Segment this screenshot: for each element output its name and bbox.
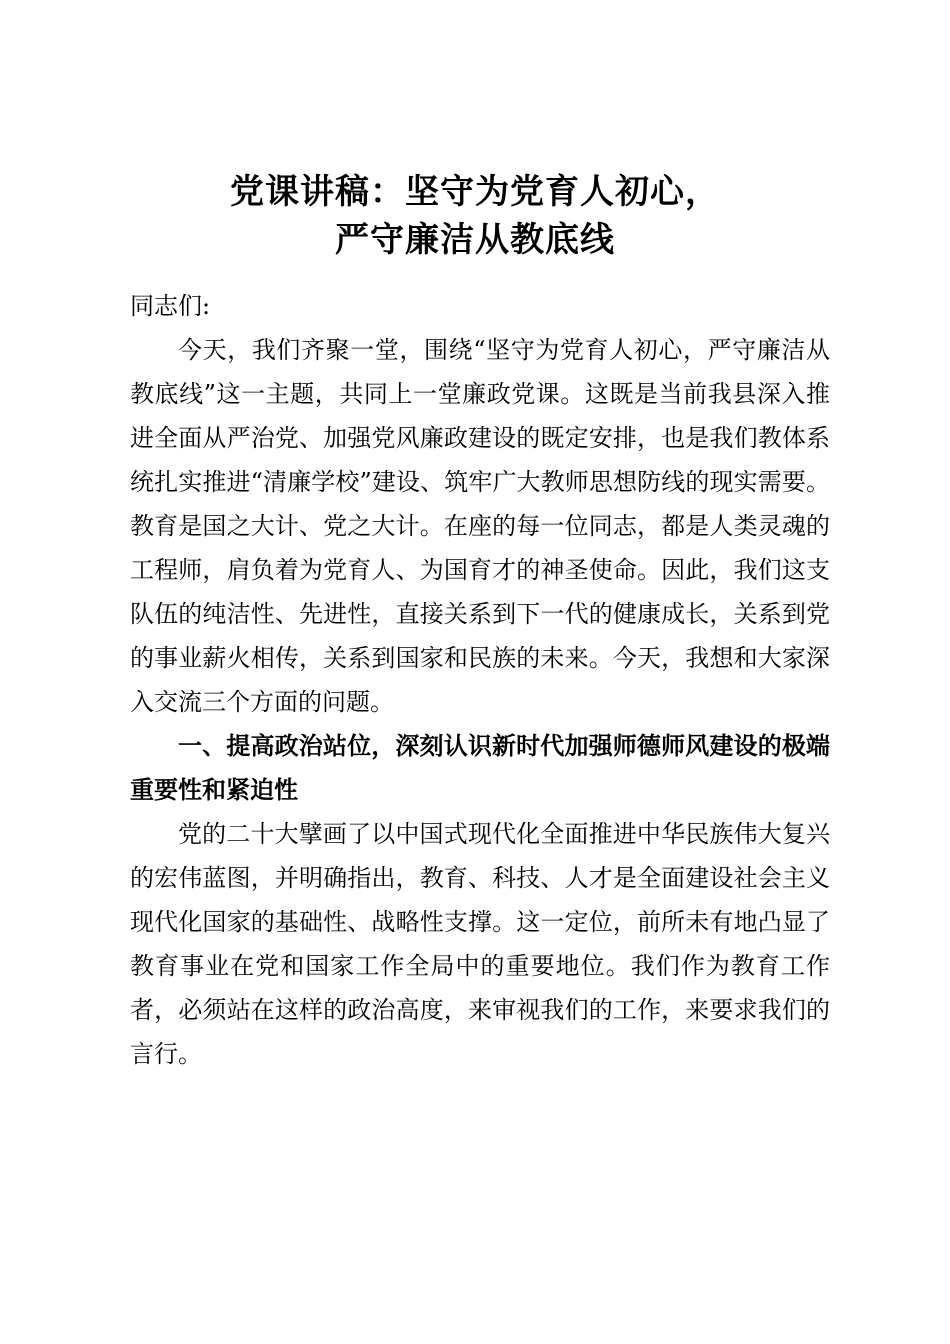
- document-title-line-2: 严守廉洁从教底线: [335, 220, 615, 260]
- salutation: 同志们:: [130, 292, 211, 320]
- document-title-line-1: 党课讲稿：坚守为党育人初心，: [230, 172, 720, 212]
- section-1-paragraph: 党的二十大擘画了以中国式现代化全面推进中华民族伟大复兴的宏伟蓝图，并明确指出，教育、科技、人才是全面建设社会主义现代化国家的基础性、战略性支撑。这一定位，前所未有地凸显了教育事业在党和国家工作全局中的重要地位。我们作为教育工作者，必须站在这样的政治高度，来审视我们的工作，来要求我们的言行。: [130, 820, 830, 1068]
- intro-paragraph: 今天，我们齐聚一堂，围绕“坚守为党育人初心，严守廉洁从教底线”这一主题，共同上一堂廉政党课。这既是当前我县深入推进全面从严治党、加强党风廉政建设的既定安排，也是我们教体系统扎实推进“清廉学校”建设、筑牢广大教师思想防线的现实需要。教育是国之大计、党之大计。在座的每一位同志，都是人类灵魂的工程师，肩负着为党育人、为国育才的神圣使命。因此，我们这支队伍的纯洁性、先进性，直接关系到下一代的健康成长，关系到党的事业薪火相传，关系到国家和民族的未来。今天，我想和大家深入交流三个方面的问题。: [130, 336, 830, 716]
- section-heading-1: 一、提高政治站位，深刻认识新时代加强师德师风建设的极端重要性和紧迫性: [130, 731, 830, 804]
- document-body: [130, 284, 830, 1076]
